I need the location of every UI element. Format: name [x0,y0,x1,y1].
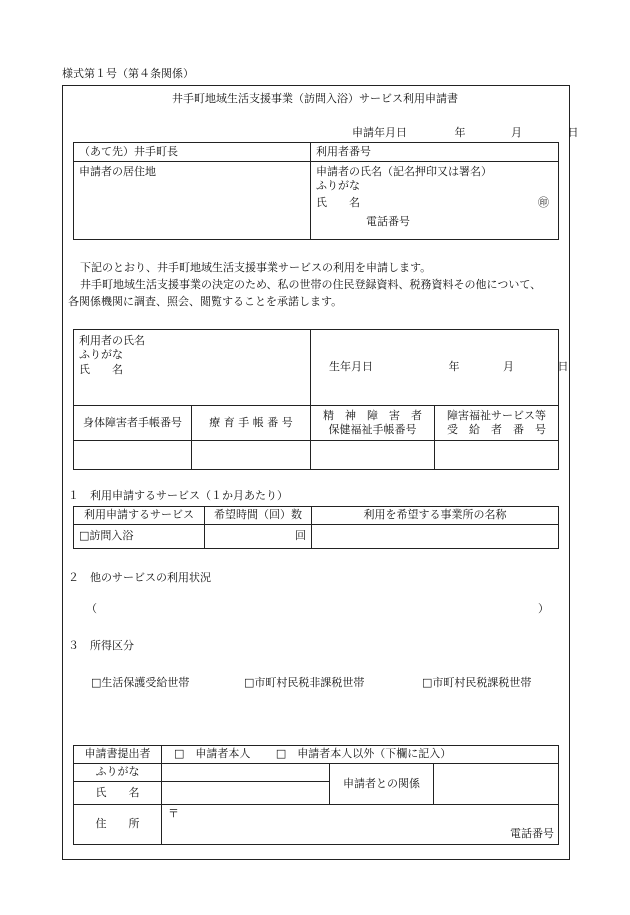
form-title: 井手町地域生活支援事業（訪問入浴）サービス利用申請書 [172,92,458,105]
service-col-label: 利用申請するサービス [74,507,205,525]
rehab-handbook-label: 療 育 手 帳 番 号 [192,406,311,441]
residence-field[interactable] [74,162,311,240]
seal-mark: ㊞ [538,195,549,209]
income-nontax-checkbox[interactable]: □市町村民税非課税世帯 [244,676,365,689]
submitter-label: 申請書提出者 [74,746,162,764]
residence-label: 申請者の居住地 [79,165,156,178]
month-label: 月 [511,126,522,139]
birth-month-label: 月 [503,360,514,374]
other-service-close-paren: ） [538,602,549,615]
rehab-handbook-input[interactable] [192,441,311,470]
birth-day-label: 日 [557,360,569,374]
submitter-address-label: 住 所 [74,805,162,845]
user-name-field[interactable] [74,330,311,406]
income-welfare-checkbox[interactable]: □生活保護受給世帯 [91,676,190,689]
user-furigana-label: ふりがな [79,348,123,362]
user-shimei-label: 氏 名 [79,362,123,376]
relation-input[interactable] [434,764,559,805]
section3-heading: ３ 所得区分 [68,639,134,652]
service-table [73,506,559,549]
bathing-service-checkbox[interactable]: □訪問入浴 [74,525,205,549]
furigana-label: ふりがな [316,179,360,193]
service-recipient-label: 障害福祉サービス等 受 給 者 番 号 [435,406,559,441]
applicant-name-label: 申請者の氏名（記名押印又は署名） [316,165,492,178]
submitter-phone-label: 電話番号 [510,826,554,840]
submitter-furigana-label: ふりがな [74,764,162,782]
mental-handbook-input[interactable] [311,441,435,470]
form-number: 様式第１号（第４条関係） [62,67,194,80]
phone-label: 電話番号 [366,214,410,228]
hours-input[interactable] [205,525,312,549]
service-recipient-input[interactable] [435,441,559,470]
addressee: （あて先）井手町長 [74,143,311,162]
submitter-furigana-input[interactable] [162,764,330,782]
provider-col-label: 利用を希望する事業所の名称 [312,507,559,525]
other-service-input[interactable] [90,600,542,618]
applicant-name-field[interactable] [311,162,559,240]
submitter-self-checkbox[interactable]: □ 申請者本人 [174,747,251,761]
hours-col-label: 希望時間（回）数 [205,507,312,525]
day-label: 日 [567,126,579,139]
income-tax-checkbox[interactable]: □市町村民税課税世帯 [422,676,532,689]
physical-handbook-input[interactable] [74,441,192,470]
year-label: 年 [454,126,466,139]
times-unit: 回 [295,529,306,543]
submitter-other-checkbox[interactable]: □ 申請者本人以外（下欄に記入） [275,747,452,761]
submitter-address-input[interactable] [162,805,559,845]
section1-heading: １ 利用申請するサービス（１か月あたり） [68,489,288,502]
relation-label: 申請者との関係 [330,764,434,805]
user-name-label: 利用者の氏名 [79,334,145,347]
declaration-line-3: 各関係機関に調査、照会、閲覧することを承諾します。 [68,295,343,308]
submitter-table [73,745,559,845]
postal-mark: 〒 [168,807,179,820]
other-service-open-paren: （ [86,602,97,615]
birth-year-label: 年 [448,360,460,374]
applicant-table [73,142,559,240]
shimei-label: 氏 名 [316,195,360,209]
provider-input[interactable] [312,525,559,549]
mental-handbook-label: 精 神 障 害 者 保健福祉手帳番号 [311,406,435,441]
birth-label: 生年月日 [329,360,373,374]
submitter-name-input[interactable] [162,782,330,805]
user-number-label: 利用者番号 [311,143,559,162]
application-date [352,127,579,140]
section2-heading: ２ 他のサービスの利用状況 [68,571,211,584]
date-label: 申請年月日 [352,126,407,139]
declaration-line-2: 井手町地域生活支援事業の決定のため、私の世帯の住民登録資料、税務資料その他について、 [80,278,542,291]
user-info-table [73,329,569,470]
physical-handbook-label: 身体障害者手帳番号 [74,406,192,441]
submitter-name-label: 氏 名 [74,782,162,805]
declaration-line-1: 下記のとおり、井手町地域生活支援事業サービスの利用を申請します。 [80,261,432,274]
birth-date-field[interactable] [311,330,569,406]
